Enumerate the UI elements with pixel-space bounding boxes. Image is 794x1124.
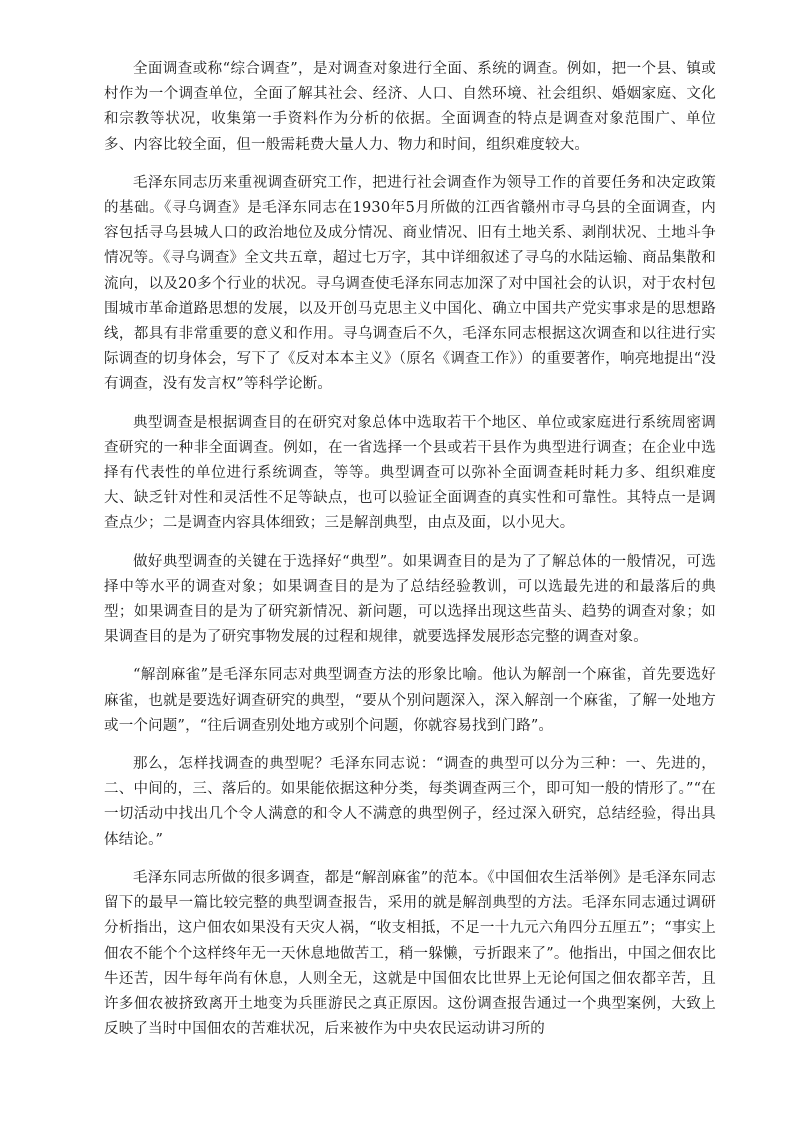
paragraph-tenant-farmer-report: 毛泽东同志所做的很多调查，都是“解剖麻雀”的范本。《中国佃农生活举例》是毛泽东同志留下的最早一篇比较完整的典型调查报告，采用的就是解剖典型的方法。毛泽东同志通过调研分析指出，这户佃农如果没有天灾人祸，“收支相抵，不足一十九元六角四分五厘五”；“事实上佃农不能个个这样终年无一天休息地做苦工，稍一躲懒，亏折跟来了”。他指出，中国之佃农比牛还苦，因牛每年尚有休息，人则全无，这就是中国佃农比世界上无论何国之佃农都辛苦，且许多佃农被挤致离开土地变为兵匪游民之真正原因。这份调查报告通过一个典型案例，大致上反映了当时中国佃农的苦难状况，后来被作为中央农民运动讲习所的 (104, 869, 716, 1038)
paragraph-typical-survey: 典型调查是根据调查目的在研究对象总体中选取若干个地区、单位或家庭进行系统周密调查研究的一种非全面调查。例如，在一省选择一个县或若干县作为典型进行调查；在企业中选择有代表性的单位进行系统调查，等等。典型调查可以弥补全面调查耗时耗力多、组织难度大、缺乏针对性和灵活性不足等缺点，也可以验证全面调查的真实性和可靠性。其特点一是调查点少；二是调查内容具体细致；三是解剖典型，由点及面，以小见大。 (104, 414, 716, 532)
paragraph-comprehensive-survey: 全面调查或称“综合调查”，是对调查对象进行全面、系统的调查。例如，把一个县、镇或村作为一个调查单位，全面了解其社会、经济、人口、自然环境、社会组织、婚姻家庭、文化和宗教等状况，收集第一手资料作为分析的依据。全面调查的特点是调查对象范围广、单位多、内容比较全面，但一般需耗费大量人力、物力和时间，组织难度较大。 (104, 61, 716, 153)
paragraph-three-types: 那么，怎样找调查的典型呢？毛泽东同志说：“调查的典型可以分为三种：一、先进的，二、中间的，三、落后的。如果能依据这种分类，每类调查两三个，即可知一般的情形了。”“在一切活动中找出几个令人满意的和令人不满意的典型例子，经过深入研究，总结经验，得出具体结论。” (104, 756, 716, 848)
paragraph-xunwu-survey: 毛泽东同志历来重视调查研究工作，把进行社会调查作为领导工作的首要任务和决定政策的基础。《寻乌调查》是毛泽东同志在1930年5月所做的江西省赣州市寻乌县的全面调查，内容包括寻乌县城人口的政治地位及成分情况、商业情况、旧有土地关系、剥削状况、土地斗争情况等。《寻乌调查》全文共五章，超过七万字，其中详细叙述了寻乌的水陆运输、商品集散和流向，以及20多个行业的状况。寻乌调查使毛泽东同志加深了对中国社会的认识，对于农村包围城市革命道路思想的发展，以及开创马克思主义中国化、确立中国共产党实事求是的思想路线，都具有非常重要的意义和作用。寻乌调查后不久，毛泽东同志根据这次调查和以往进行实际调查的切身体会，写下了《反对本本主义》（原名《调查工作》）的重要著作，响亮地提出“没有调查，没有发言权”等科学论断。 (104, 174, 716, 393)
document-body (104, 57, 716, 1055)
paragraph-choosing-typical: 做好典型调查的关键在于选择好“典型”。如果调查目的是为了了解总体的一般情况，可选择中等水平的调查对象；如果调查目的是为了总结经验教训，可以选最先进的和最落后的典型；如果调查目的是为了研究新情况、新问题，可以选择出现这些苗头、趋势的调查对象；如果调查目的是为了研究事物发展的过程和规律，就要选择发展形态完整的调查对象。 (104, 553, 716, 646)
paragraph-dissect-sparrow: “解剖麻雀”是毛泽东同志对典型调查方法的形象比喻。他认为解剖一个麻雀，首先要选好麻雀，也就是要选好调查研究的典型，“要从个别问题深入，深入解剖一个麻雀，了解一处地方或一个问题”，“往后调查别处地方或别个问题，你就容易找到门路”。 (104, 667, 716, 734)
